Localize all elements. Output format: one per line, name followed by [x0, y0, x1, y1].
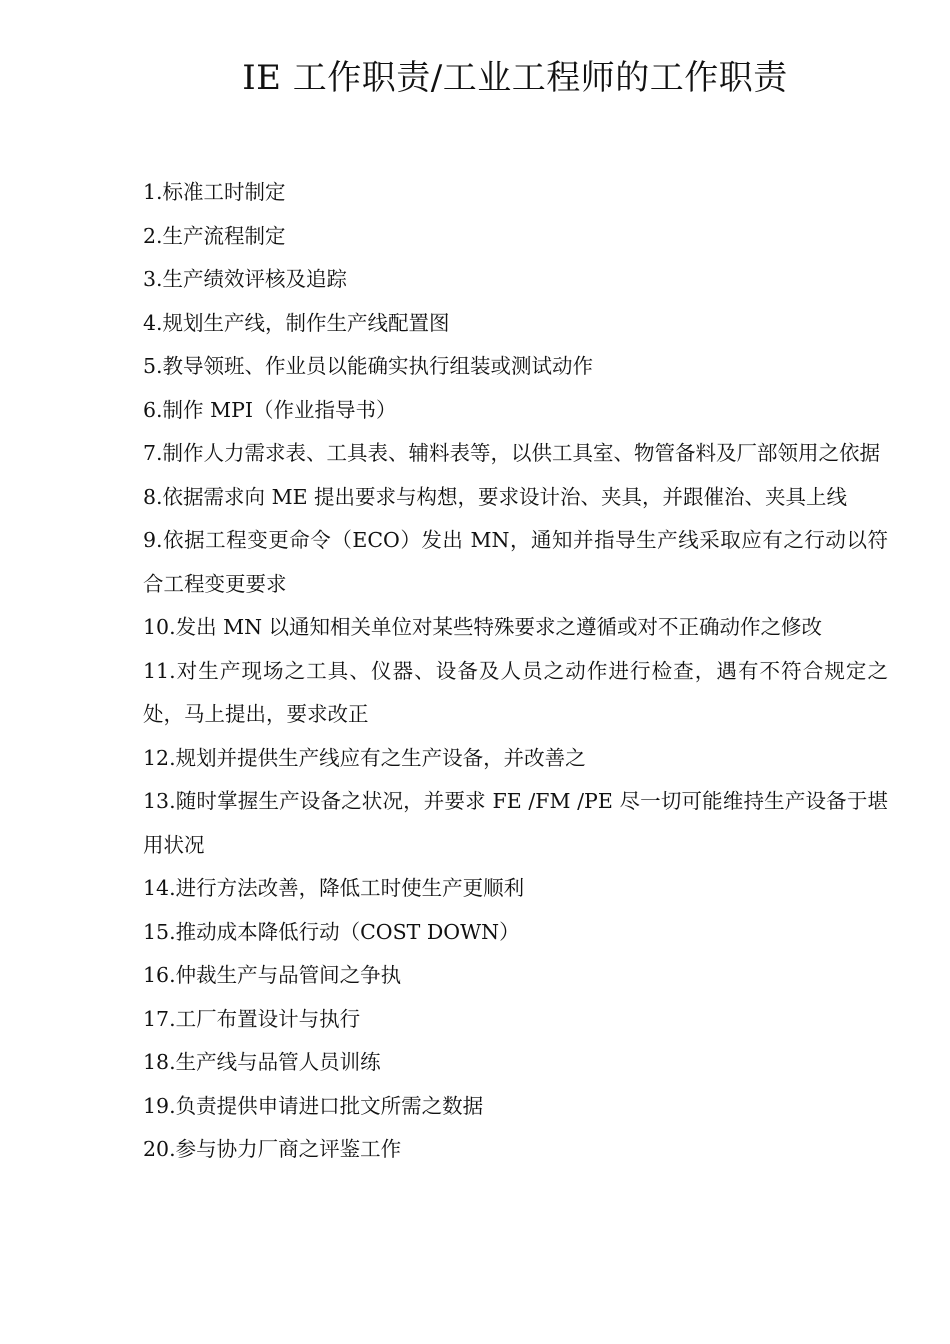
list-item: 13.随时掌握生产设备之状况，并要求 FE /FM /PE 尽一切可能维持生产设备于堪用状况 — [143, 789, 888, 857]
list-item: 4.规划生产线，制作生产线配置图 — [143, 310, 450, 335]
list-item: 8.依据需求向 ME 提出要求与构想，要求设计治、夹具，并跟催治、夹具上线 — [143, 484, 848, 509]
list-item: 10.发出 MN 以通知相关单位对某些特殊要求之遵循或对不正确动作之修改 — [143, 615, 823, 639]
list-item: 16.仲裁生产与品管间之争执 — [143, 963, 402, 987]
list-item: 6.制作 MPI（作业指导书） — [143, 397, 397, 422]
list-item: 5.教导领班、作业员以能确实执行组装或测试动作 — [143, 354, 594, 378]
list-item: 20.参与协力厂商之评鉴工作 — [143, 1137, 402, 1161]
list-item: 1.标准工时制定 — [143, 180, 286, 204]
list-item: 11.对生产现场之工具、仪器、设备及人员之动作进行检查，遇有不符合规定之处，马上提出，要求改正 — [143, 658, 888, 726]
list-item: 2.生产流程制定 — [143, 223, 286, 248]
list-item: 12.规划并提供生产线应有之生产设备，并改善之 — [143, 745, 586, 770]
list-item: 17.工厂布置设计与执行 — [143, 1006, 361, 1031]
list-item: 9.依据工程变更命令（ECO）发出 MN，通知并指导生产线采取应有之行动以符合工程变更要求 — [143, 528, 888, 596]
list-item: 18.生产线与品管人员训练 — [143, 1050, 381, 1074]
list-item: 14.进行方法改善，降低工时使生产更顺利 — [143, 876, 525, 900]
list-item: 15.推动成本降低行动（COST DOWN） — [143, 919, 520, 944]
list-item: 3.生产绩效评核及追踪 — [143, 267, 348, 291]
page-title: IE 工作职责/工业工程师的工作职责 — [242, 58, 788, 98]
list-item: 7.制作人力需求表、工具表、辅料表等，以供工具室、物管备料及厂部领用之依据 — [143, 441, 881, 465]
duty-list — [143, 171, 888, 1172]
list-item: 19.负责提供申请进口批文所需之数据 — [143, 1093, 484, 1118]
